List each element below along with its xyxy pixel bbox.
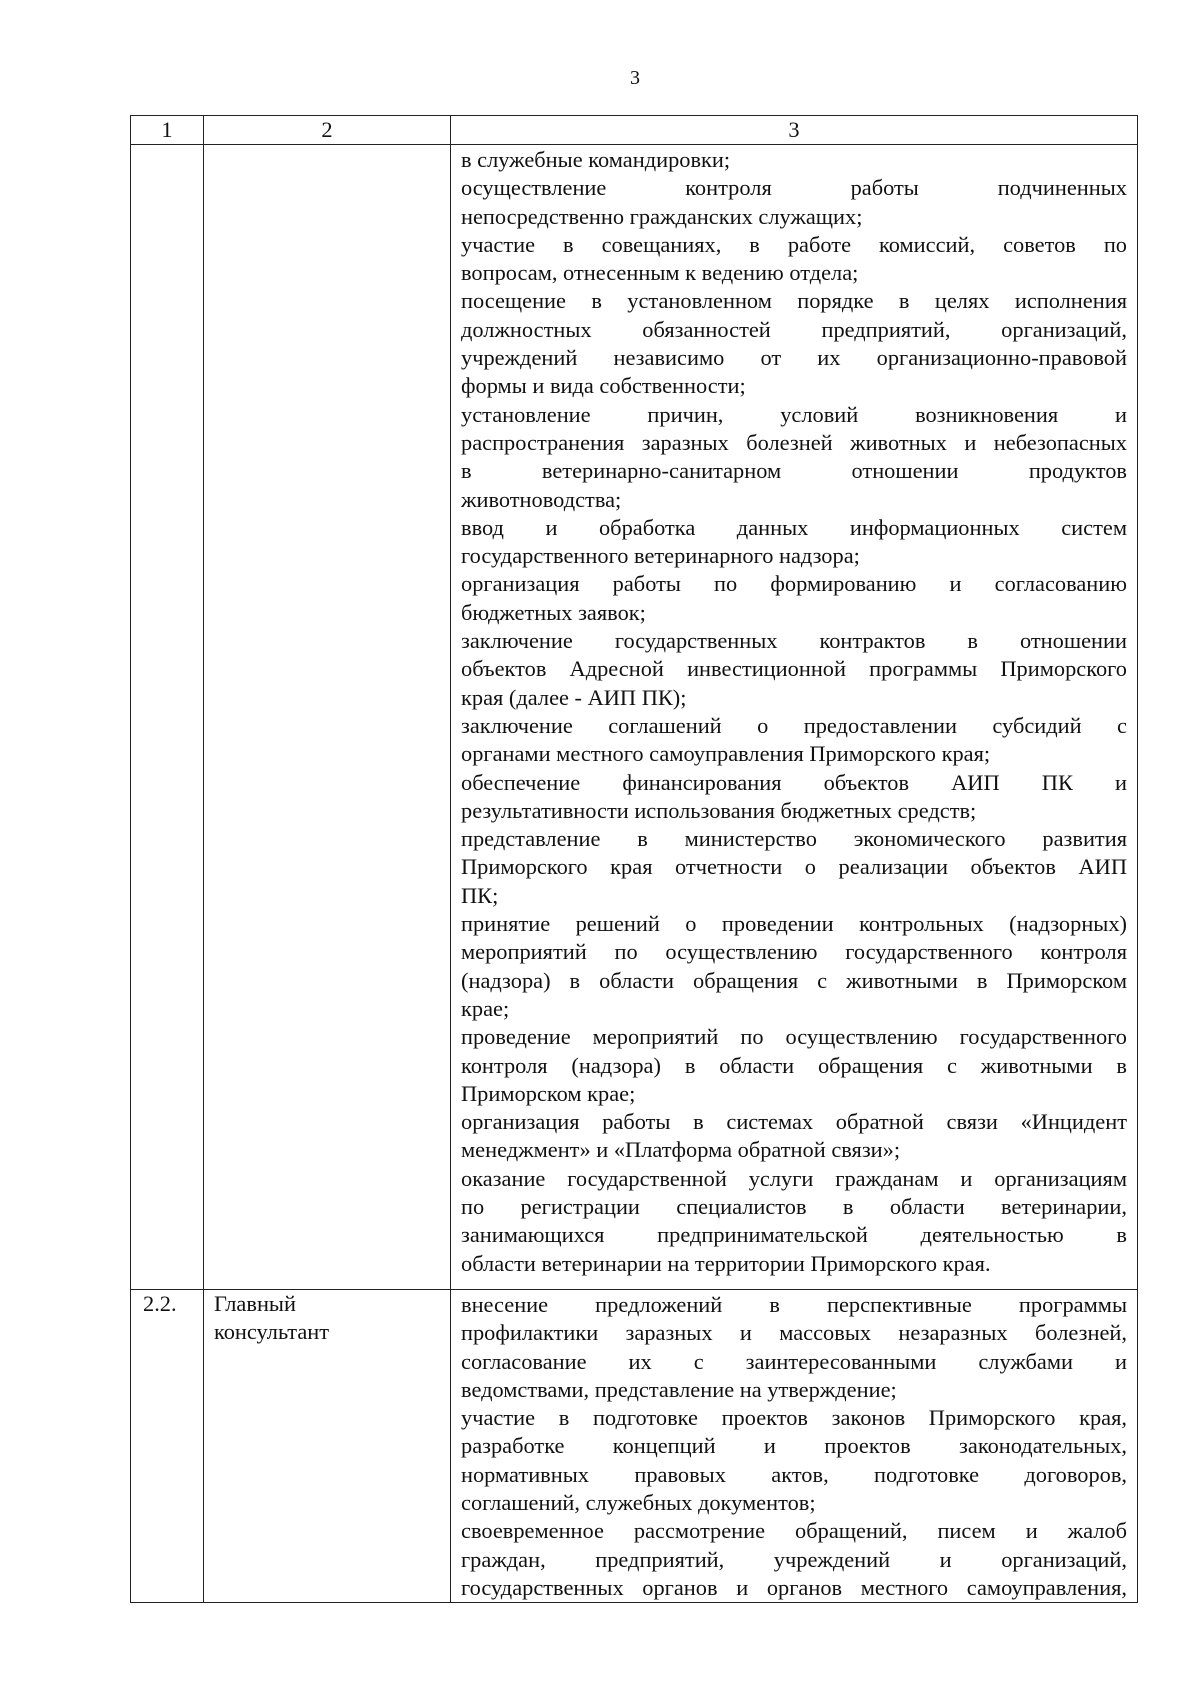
text-line: ведомствами, представление на утверждение; (461, 1376, 897, 1402)
text-line: нормативных правовых актов, подготовке договоров, (461, 1461, 1127, 1487)
text-line: крае; (461, 995, 510, 1021)
text-line: оказание государственной услуги гражданам и организациям (461, 1165, 1127, 1191)
header-cell-3: 3 (451, 116, 1138, 145)
text-line: государственного ветеринарного надзора; (461, 543, 860, 569)
text-line: формы и вида собственности; (461, 373, 746, 399)
text-line: органами местного самоуправления Приморского края; (461, 741, 991, 767)
text-line: разработке концепций и проектов законодательных, (461, 1433, 1127, 1459)
table-header-row (131, 116, 1138, 145)
text-line: посещение в установленном порядке в целях исполнения (461, 288, 1127, 314)
text-line: осуществление контроля работы подчиненных (461, 175, 1127, 201)
text-line: заключение государственных контрактов в отношении (461, 628, 1127, 654)
text-line: принятие решений о проведении контрольных (надзорных) (461, 911, 1127, 937)
text-line: внесение предложений в перспективные программы (461, 1292, 1127, 1317)
text-line: организация работы по формированию и согласованию (461, 571, 1127, 597)
text-line: ввод и обработка данных информационных систем (461, 514, 1127, 540)
text-line: граждан, предприятий, учреждений и организаций, (461, 1546, 1127, 1572)
text-line: учреждений независимо от их организационно-правовой (461, 345, 1127, 371)
duties-table (130, 115, 1138, 1603)
text-line: результативности использования бюджетных средств; (461, 797, 977, 823)
text-line: по регистрации специалистов в области ветеринарии, (461, 1193, 1127, 1219)
text-line: распространения заразных болезней животных и небезопасных (461, 429, 1127, 455)
position-title (204, 1290, 451, 1603)
text-line: непосредственно гражданских служащих; (461, 203, 863, 229)
text-line: своевременное рассмотрение обращений, писем и жалоб (461, 1518, 1127, 1544)
text-line: края (далее - АИП ПК); (461, 684, 687, 710)
duties-text (451, 145, 1138, 1290)
text-line: обеспечение финансирования объектов АИП ПК и (461, 769, 1127, 795)
table-row (131, 145, 1138, 1290)
text-line: в ветеринарно-санитарном отношении продуктов (461, 458, 1127, 484)
text-line: установление причин, условий возникновения и (461, 401, 1127, 427)
text-line: животноводства; (461, 486, 622, 512)
position-title (204, 145, 451, 1290)
text-line: профилактики заразных и массовых незаразных болезней, (461, 1320, 1127, 1346)
text-line: консультант (214, 1319, 330, 1345)
text-line: Приморского края отчетности о реализации объектов АИП (461, 854, 1127, 880)
page-number: 3 (630, 67, 640, 89)
text-line: представление в министерство экономического развития (461, 826, 1127, 852)
text-line: вопросам, отнесенным к ведению отдела; (461, 260, 859, 286)
text-line: проведение мероприятий по осуществлению государственного (461, 1024, 1127, 1050)
text-line: мероприятий по осуществлению государственного контроля (461, 939, 1127, 965)
text-line: участие в совещаниях, в работе комиссий, советов по (461, 231, 1127, 257)
text-line: менеджмент» и «Платформа обратной связи»; (461, 1137, 901, 1163)
text-line: (надзора) в области обращения с животными в Приморском (461, 967, 1127, 993)
text-line: Приморском крае; (461, 1080, 636, 1106)
text-line: контроля (надзора) в области обращения с животными в (461, 1052, 1127, 1078)
header-cell-2: 2 (204, 116, 451, 145)
duties-text (451, 1290, 1138, 1603)
text-line: объектов Адресной инвестиционной программы Приморского (461, 656, 1127, 682)
row-number (131, 145, 204, 1290)
text-line: заключение соглашений о предоставлении субсидий с (461, 712, 1127, 738)
text-line: соглашений, служебных документов; (461, 1490, 816, 1516)
text-line: участие в подготовке проектов законов Приморского края, (461, 1405, 1127, 1431)
text-line: государственных органов и органов местного самоуправления, (461, 1574, 1127, 1600)
text-line: области ветеринарии на территории Приморского края. (461, 1250, 991, 1276)
table-row (131, 1290, 1138, 1603)
header-cell-1: 1 (131, 116, 204, 145)
text-line: бюджетных заявок; (461, 599, 646, 625)
text-line: занимающихся предпринимательской деятельностью в (461, 1222, 1127, 1248)
text-line: Главный (214, 1291, 296, 1316)
row-number: 2.2. (131, 1290, 204, 1603)
text-line: должностных обязанностей предприятий, организаций, (461, 316, 1127, 342)
text-line: согласование их с заинтересованными службами и (461, 1348, 1127, 1374)
text-line: в служебные командировки; (461, 147, 731, 172)
text-line: ПК; (461, 882, 499, 908)
text-line: организация работы в системах обратной связи «Инцидент (461, 1109, 1127, 1135)
